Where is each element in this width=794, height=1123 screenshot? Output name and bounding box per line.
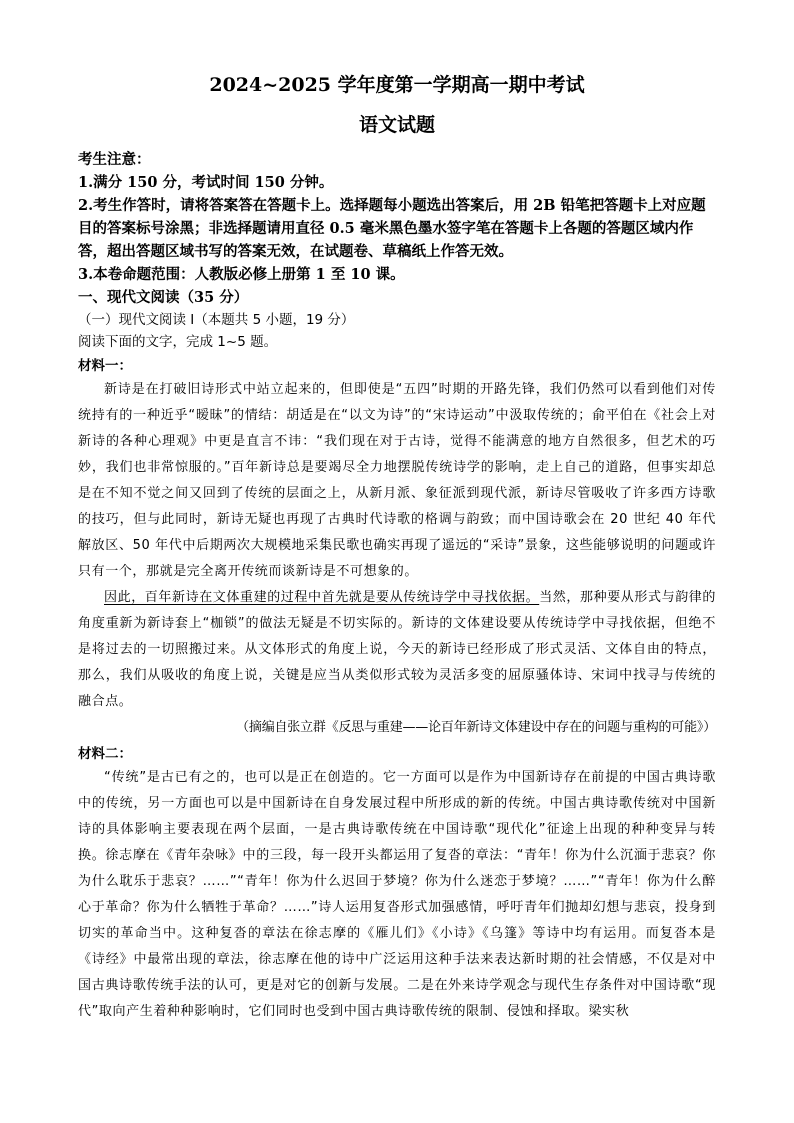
- material-1-paragraph-2: [78, 585, 716, 715]
- reading-instruction: 阅读下面的文字，完成 1~5 题。: [78, 334, 278, 350]
- paragraph-2-rest: 当然，那种要从形式与韵律的角度重新为新诗套上“枷锁”的做法无疑是不切实际的。新诗的文体建设要从传统诗学中寻找依据，但绝不是将过去的一切照搬过来。从文体形式的角度上说，今天的新诗已经形成了形式灵活、文体自由的特点，那么，我们从吸收的角度上说，关键是应当从类似形式较为灵活多变的屈原骚体诗、宋词中找寻与传统的融合点。: [78, 590, 717, 709]
- material-2-label: 材料二：: [78, 746, 132, 762]
- material-1-paragraph-1: 新诗是在打破旧诗形式中站立起来的，但即使是“五四”时期的开路先锋，我们仍然可以看到他们对传统持有的一种近乎“暧昧”的情结：胡适是在“以文为诗”的“宋诗运动”中汲取传统的；俞平伯在《社会上对新诗的各种心理观》中更是直言不讳：“我们现在对于古诗，觉得不能满意的地方自然很多，但艺术的巧妙，我们也非常惊服的。”百年新诗总是要竭尽全力地摆脱传统诗学的影响，走上自己的道路，但事实却总是在不知不觉之间又回到了传统的层面之上，从新月派、象征派到现代派，新诗尽管吸收了许多西方诗歌的技巧，但与此同时，新诗无疑也再现了古典时代诗歌的格调与韵致；而中国诗歌会在 20 世纪 40 年代解放区、50 年代中后期两次大规模地采集民歌也确实再现了遥远的“采诗”景象，这些能够说明的问题或许只有一个，那就是完全离开传统而谈新诗是不可想象的。: [78, 382, 716, 579]
- underlined-sentence: 因此，百年新诗在文体重建的过程中首先就是要从传统诗学中寻找依据。: [104, 590, 540, 605]
- exam-subtitle: 语文试题: [358, 114, 435, 136]
- exam-title: 2024~2025 学年度第一学期高一期中考试: [209, 74, 585, 96]
- notice-item-1: 1.满分 150 分，考试时间 150 分钟。: [78, 174, 334, 191]
- subsection-title: （一）现代文阅读 I（本题共 5 小题，19 分）: [78, 312, 355, 328]
- material-1-label: 材料一：: [78, 358, 132, 374]
- material-1-source: （摘编自张立群《反思与重建——论百年新诗文体建设中存在的问题与重构的可能》）: [236, 720, 716, 735]
- notice-heading: 考生注意：: [78, 151, 151, 168]
- notice-item-2: 2.考生作答时，请将答案答在答题卡上。选择题每小题选出答案后，用 2B 铅笔把答题卡上对应题目的答案标号涂黑；非选择题请用直径 0.5 毫米黑色墨水签字笔在答题卡上各题的答题区域内作答，超出答题区域书写的答案无效，在试题卷、草稿纸上作答无效。: [78, 197, 706, 260]
- section-title: 一、现代文阅读（35 分）: [78, 289, 249, 306]
- material-2-paragraph-1: “传统”是古已有之的，也可以是正在创造的。它一方面可以是作为中国新诗存在前提的中国古典诗歌中的传统，另一方面也可以是中国新诗在自身发展过程中所形成的新的传统。中国古典诗歌传统对中国新诗的具体影响主要表现在两个层面，一是古典诗歌传统在中国诗歌“现代化”征途上出现的种种变异与转换。徐志摩在《青年杂咏》中的三段，每一段开头都运用了复沓的章法：“青年！你为什么沉湎于悲哀？你为什么耽乐于悲哀？……”“青年！你为什么迟回于梦境？你为什么迷恋于梦境？……”“青年！你为什么醉心于革命？你为什么牺牲于革命？……”诗人运用复沓形式加强感情，呼吁青年们抛却幻想与悲哀，投身到切实的革命当中。这种复沓的章法在徐志摩的《雁儿们》《小诗》《乌篷》等诗中均有运用。而复沓本是《诗经》中最常出现的章法，徐志摩在他的诗中广泛运用这种手法来表达新时期的社会情感，不仅是对中国古典诗歌传统手法的认可，更是对它的创新与发展。二是在外来诗学观念与现代生存条件对中国诗歌“现代”取向产生着种种影响时，它们同时也受到中国古典诗歌传统的限制、侵蚀和择取。梁实秋: [78, 770, 716, 1019]
- notice-item-3: 3.本卷命题范围：人教版必修上册第 1 至 10 课。: [78, 266, 405, 283]
